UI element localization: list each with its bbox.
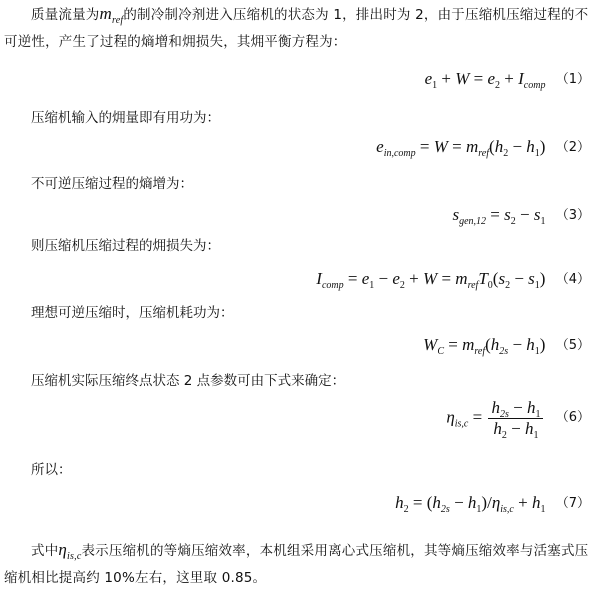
conclusion-text-end: 表示压缩机的等熵压缩效率，本机组采用离心式压缩机，其等熵压缩效率与活塞式压缩机相比提高约 10%左右，这里取 0.85。 <box>4 543 589 586</box>
conclusion-paragraph <box>4 536 596 592</box>
equation-6-number: （6） <box>555 410 590 426</box>
intro-text-end: 的制冷制冷剂进入压缩机的状态为 1，排出时为 2，由于压缩机压缩过程的不可逆性，产生了过程的熵增和㶲损失，其㶲平衡方程为： <box>4 7 589 50</box>
conclusion-text-start: 式中 <box>31 543 59 559</box>
equation-2-number: （2） <box>555 140 590 155</box>
equation-7: $h_2 = (h_{2s} - h_1)/\eta_{is,c} + h_1$ （7） <box>395 493 590 515</box>
efficiency-fraction <box>488 398 543 439</box>
intro-paragraph <box>4 0 596 56</box>
equation-1-number: （1） <box>555 72 590 87</box>
label-exergy-loss: 则压缩机压缩过程的㶲损失为： <box>31 238 220 254</box>
label-ideal-work: 理想可逆压缩时，压缩机耗功为： <box>31 305 234 321</box>
equation-7-number: （7） <box>555 496 590 511</box>
equation-4: $I_{comp} = e_1 - e_2 + W = m_{ref}T_0(s_2 - s_1)$ （4） <box>316 269 590 291</box>
fraction-denominator: $h_2 - h_1$ <box>493 419 539 441</box>
label-therefore: 所以： <box>31 462 72 478</box>
label-end-state: 压缩机实际压缩终点状态 2 点参数可由下式来确定： <box>31 373 346 389</box>
intro-text-start: 质量流量为 <box>31 7 100 23</box>
equation-6: $\eta_{is,c}$ = $\frac{h_{2s} - h_1}{h_2 - h_1}$ （6） <box>446 398 590 441</box>
equation-3: $s_{gen,12} = s_2 - s_1$ （3） <box>452 205 590 227</box>
label-useful-work: 压缩机输入的㶲量即有用功为： <box>31 110 220 126</box>
efficiency-symbol: $\eta_{is,c}$ <box>58 540 82 562</box>
equation-5-number: （5） <box>555 338 590 353</box>
equation-1: $e_1 + W = e_2 + I_{comp}$ （1） <box>424 69 590 91</box>
mass-flow-symbol: $m_{ref}$ <box>99 4 124 26</box>
equation-2: $e_{in,comp} = W = m_{ref}(h_2 - h_1)$ （2） <box>376 137 590 159</box>
equation-5: $W_C = m_{ref}(h_{2s} - h_1)$ （5） <box>423 335 590 357</box>
equation-4-number: （4） <box>555 272 590 287</box>
fraction-numerator: $h_{2s} - h_1$ <box>488 398 543 419</box>
label-entropy-generation: 不可逆压缩过程的熵增为： <box>31 176 193 192</box>
equation-3-number: （3） <box>555 208 590 223</box>
